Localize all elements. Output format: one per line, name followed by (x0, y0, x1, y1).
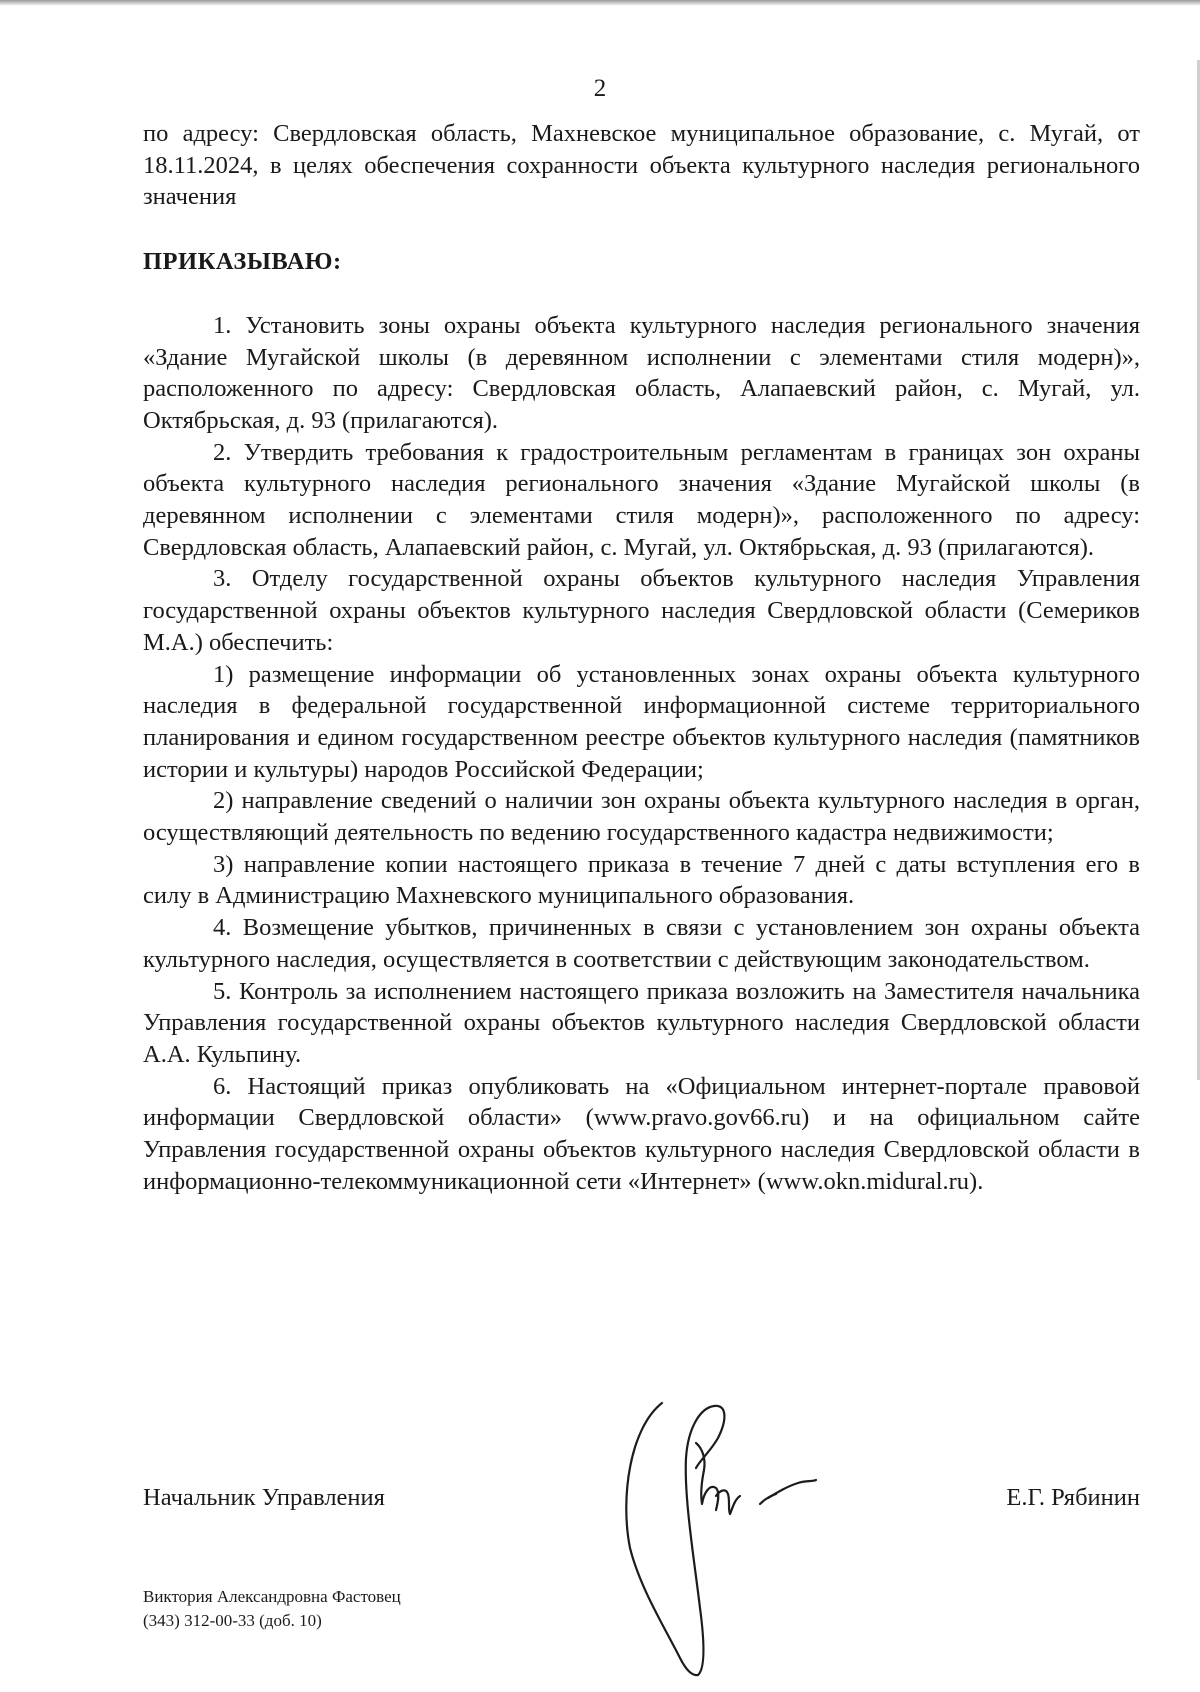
signer-position: Начальник Управления (143, 1484, 385, 1511)
contact-block (143, 1585, 401, 1633)
intro-paragraph: по адресу: Свердловская область, Махневское муниципальное образование, с. Мугай, от 18.11.2024, в целях обеспечения сохранности объекта культурного наследия регионального значения (143, 120, 1140, 211)
scan-edge-top (0, 0, 1200, 6)
contact-name: Виктория Александровна Фастовец (143, 1587, 401, 1606)
handwritten-signature (620, 1388, 850, 1688)
document-body (143, 118, 1140, 1198)
clause-3-subitem-1: 1) размещение информации об установленных зонах охраны объекта культурного наследия в федеральной государственной информационной системе территориального планирования и едином государственном реестре объектов культурного наследия (памятников истории и культуры) народов Российской Федерации; (143, 660, 1140, 783)
clause-4: 4. Возмещение убытков, причиненных в связи с установлением зон охраны объекта культурного наследия, осуществляется в соответствии с действующим законодательством. (143, 914, 1140, 973)
page-number: 2 (593, 75, 607, 102)
clause-2: 2. Утвердить требования к градостроительным регламентам в границах зон охраны объекта культурного наследия регионального значения «Здание Мугайской школы (в деревянном исполнении с элементами стиля модерн)», расположенного по адресу: Свердловская область, Алапаевский район, с. Мугай, ул. Октябрьская, д. 93 (прилагаются). (143, 438, 1140, 561)
clause-3-subitem-3: 3) направление копии настоящего приказа в течение 7 дней с даты вступления его в силу в Администрацию Махневского муниципального образования. (143, 850, 1140, 910)
signer-name: Е.Г. Рябинин (1006, 1484, 1140, 1511)
clause-5: 5. Контроль за исполнением настоящего приказа возложить на Заместителя начальника Управления государственной охраны объектов культурного наследия Свердловской области А.А. Кульпину. (143, 977, 1140, 1068)
clause-3: 3. Отделу государственной охраны объектов культурного наследия Управления государственной охраны объектов культурного наследия Свердловской области (Семериков М.А.) обеспечить: (143, 565, 1140, 656)
order-heading: ПРИКАЗЫВАЮ: (143, 248, 342, 276)
clause-6: 6. Настоящий приказ опубликовать на «Официальном интернет-портале правовой информации Свердловской области» (www.pravo.gov66.ru) и на официальном сайте Управления государственной охраны объектов культурного наследия Свердловской области в информационно-телекоммуникационной сети «Интернет» (www.okn.midural.ru). (143, 1072, 1140, 1195)
contact-phone: (343) 312-00-33 (доб. 10) (143, 1611, 322, 1630)
clause-1: 1. Установить зоны охраны объекта культурного наследия регионального значения «Здание Мугайской школы (в деревянном исполнении с элементами стиля модерн)», расположенного по адресу: Свердловская область, Алапаевский район, с. Мугай, ул. Октябрьская, д. 93 (прилагаются). (143, 311, 1140, 434)
clause-3-subitem-2: 2) направление сведений о наличии зон охраны объекта культурного наследия в орган, осуществляющий деятельность по ведению государственного кадастра недвижимости; (143, 787, 1140, 847)
